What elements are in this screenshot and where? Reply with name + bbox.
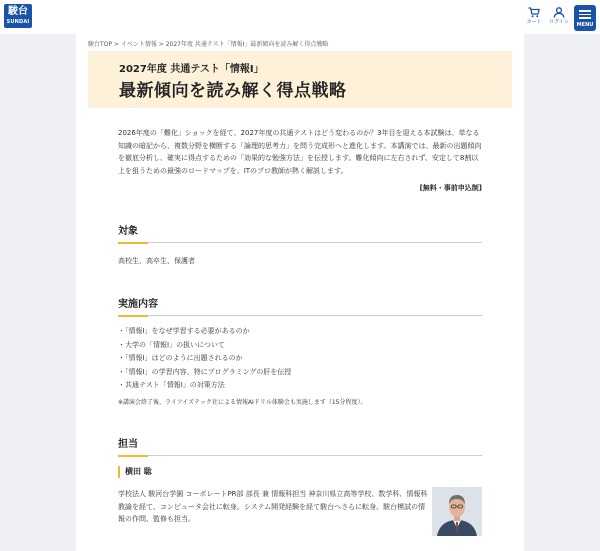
content-note: ※講演会終了後、ライフイズテック社による情報AIドリル体験会も実施します（15分程度）。 [118, 399, 367, 406]
list-item: ・「情報Ⅰ」をなぜ学習する必要があるのか [118, 327, 250, 335]
speaker-heading: 担当 [118, 439, 138, 450]
logo-subtext: SUNDAI [6, 19, 30, 25]
breadcrumb[interactable]: 駿台TOP > イベント情報 > 2027年度 共通テスト「情報Ⅰ」最新傾向を読み解く得点戦略 [88, 41, 329, 48]
hamburger-icon [579, 10, 591, 19]
list-item: ・共通テスト「情報Ⅰ」の対策方法 [118, 381, 225, 389]
cart-button[interactable] [523, 7, 545, 26]
cart-icon [528, 7, 540, 18]
sundai-logo[interactable] [4, 4, 32, 28]
speaker-bio: 学校法人 駿河台学園 コーポレートPR部 部長 兼 情報科担当 神奈川県立高等学校、数学科、情報科教諭を経て、コンピュータ会社に転身。システム開発経験を経て駿台へさらに転身。駿台模試の情報の作問、監修も担当。 [118, 490, 428, 523]
speaker-photo [432, 487, 482, 536]
fee-note: [無料・事前申込制] [419, 184, 482, 192]
menu-button[interactable] [574, 5, 596, 31]
login-button[interactable] [548, 7, 570, 26]
content-list [118, 325, 291, 393]
page-title: 最新傾向を読み解く得点戦略 [119, 81, 347, 101]
section-divider [118, 242, 482, 243]
list-item: ・「情報Ⅰ」はどのように出題されるのか [118, 354, 243, 362]
content-heading: 実施内容 [118, 299, 158, 310]
target-heading: 対象 [118, 226, 138, 237]
cart-label: カート [526, 19, 542, 25]
login-label: ログイン [549, 19, 569, 25]
portrait-image [432, 487, 482, 536]
event-banner [88, 51, 512, 108]
user-icon [553, 7, 565, 18]
event-subtitle: 2027年度 共通テスト「情報Ⅰ」 [119, 64, 264, 75]
section-divider [118, 455, 482, 456]
intro-text: 2026年度の「難化」ショックを経て、2027年度の共通テストはどう変わるのか？3年目を迎える本試験は、単なる知識の暗記から、複数分野を横断する「論理的思考力」を問う完成形へと進化します。本講演では、最新の出題傾向を徹底分析し、確実に得点するための「効果的な勉強方法」を伝授します。難化傾向に左右されず、安定して8割以上を狙うための最強のロードマップを、ITのプロ教師が熱く解説します。 [118, 129, 482, 175]
logo-text: 駿台 [8, 6, 28, 17]
main-content [76, 34, 524, 551]
site-header [0, 0, 600, 34]
list-item: ・「情報Ⅰ」の学習内容、特にプログラミングの肝を伝授 [118, 367, 292, 376]
speaker-name: 横田 聡 [118, 466, 152, 478]
target-text: 高校生、高卒生、保護者 [118, 257, 195, 265]
menu-label: MENU [576, 21, 594, 28]
list-item: ・大学の「情報Ⅰ」の扱いについて [118, 340, 225, 349]
section-divider [118, 315, 482, 316]
